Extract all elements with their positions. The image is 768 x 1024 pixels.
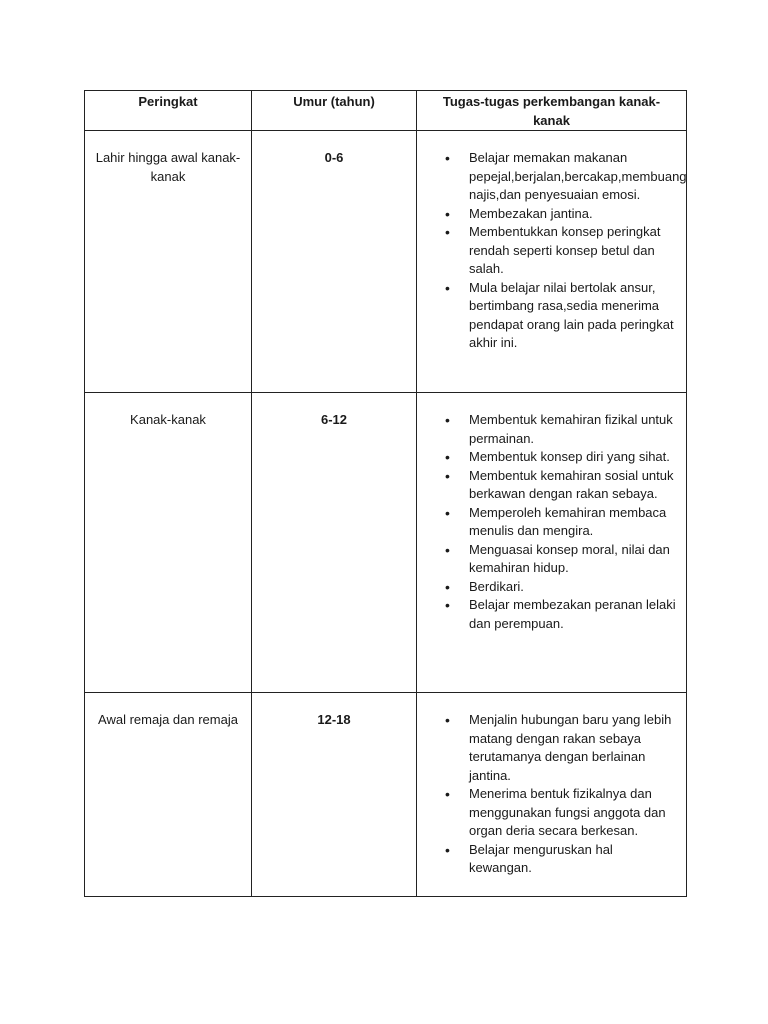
task-item: • Berdikari.: [439, 578, 678, 597]
task-item: • Membentuk konsep diri yang sihat.: [439, 448, 678, 467]
task-item: • Menerima bentuk fizikalnya dan menggunakan fungsi anggota dan organ deria secara berkesan.: [439, 785, 678, 841]
task-item: • Mula belajar nilai bertolak ansur, bertimbang rasa,sedia menerima pendapat orang lain pada peringkat akhir ini.: [439, 279, 678, 353]
task-item: • Belajar memakan makanan pepejal,berjalan,bercakap,membuang najis,dan penyesuaian emosi.: [439, 149, 678, 205]
task-list: [439, 149, 687, 353]
table-row: [85, 131, 687, 393]
task-item: • Belajar menguruskan hal kewangan.: [439, 841, 678, 878]
table-row: [85, 693, 687, 897]
task-item: • Membentukkan konsep peringkat rendah seperti konsep betul dan salah.: [439, 223, 678, 279]
tasks-cell: [417, 393, 687, 693]
task-item: • Menjalin hubungan baru yang lebih matang dengan rakan sebaya terutamanya dengan berlainan jantina.: [439, 711, 678, 785]
tasks-cell: [417, 693, 687, 897]
header-row: [85, 91, 687, 131]
age-cell: 0-6: [252, 131, 417, 393]
task-item: • Belajar membezakan peranan lelaki dan perempuan.: [439, 596, 678, 633]
header-tasks: Tugas-tugas perkembangan kanak-kanak: [417, 91, 687, 131]
tasks-cell: [417, 131, 687, 393]
age-cell: 6-12: [252, 393, 417, 693]
header-age: Umur (tahun): [252, 91, 417, 131]
stage-cell: Lahir hingga awal kanak-kanak: [85, 131, 252, 393]
task-item: • Membezakan jantina.: [439, 205, 678, 224]
header-stage: Peringkat: [85, 91, 252, 131]
task-item: • Membentuk kemahiran fizikal untuk permainan.: [439, 411, 678, 448]
task-item: • Memperoleh kemahiran membaca menulis dan mengira.: [439, 504, 678, 541]
task-item: • Menguasai konsep moral, nilai dan kemahiran hidup.: [439, 541, 678, 578]
task-item: • Membentuk kemahiran sosial untuk berkawan dengan rakan sebaya.: [439, 467, 678, 504]
table-row: [85, 393, 687, 693]
task-list: [439, 411, 678, 633]
stage-cell: Awal remaja dan remaja: [85, 693, 252, 897]
task-list: [439, 711, 678, 878]
development-tasks-table: [84, 90, 687, 897]
age-cell: 12-18: [252, 693, 417, 897]
stage-cell: Kanak-kanak: [85, 393, 252, 693]
